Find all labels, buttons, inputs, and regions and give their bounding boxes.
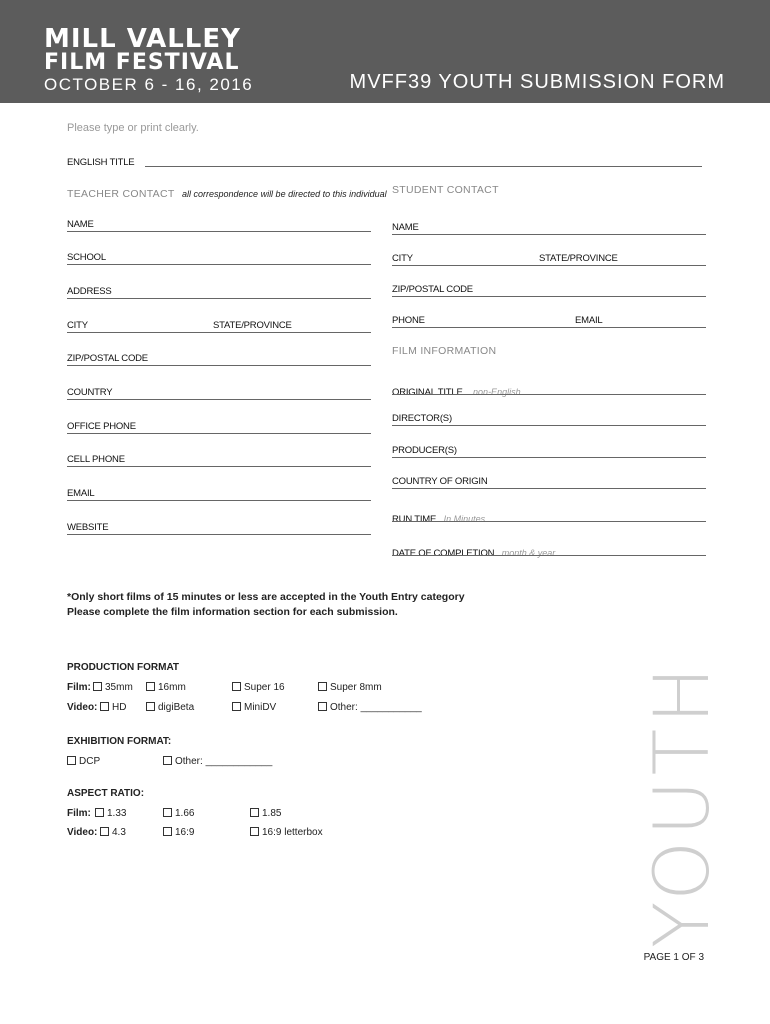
- directors-label: DIRECTOR(S): [392, 413, 452, 424]
- student-contact-heading: STUDENT CONTACT: [392, 184, 499, 196]
- checkbox-icon: [163, 756, 172, 765]
- youth-side-word: YOUTH: [637, 661, 726, 948]
- run-time-hint: In Minutes: [443, 514, 486, 524]
- teacher-country-field[interactable]: [67, 399, 371, 400]
- checkbox-hd[interactable]: HD: [100, 702, 126, 713]
- student-name-label: NAME: [392, 222, 419, 233]
- checkbox-16-9[interactable]: 16:9: [163, 827, 194, 838]
- checkbox-icon: [250, 827, 259, 836]
- checkbox-icon: [100, 827, 109, 836]
- original-title-label: ORIGINAL TITLE: [392, 387, 463, 398]
- checkbox-video-other[interactable]: Other: ___________: [318, 702, 422, 713]
- completion-row: [392, 543, 555, 561]
- aspect-film-label: Film:: [67, 808, 91, 819]
- checkbox-icon: [146, 682, 155, 691]
- teacher-zip-field[interactable]: [67, 365, 371, 366]
- checkbox-icon: [93, 682, 102, 691]
- checkbox-super8mm[interactable]: Super 8mm: [318, 682, 382, 693]
- production-film-label: Film:: [67, 682, 91, 693]
- student-city-label: CITY: [392, 253, 413, 264]
- teacher-email-label: EMAIL: [67, 488, 95, 499]
- festival-dates: OCTOBER 6 - 16, 2016: [44, 75, 254, 94]
- country-origin-field[interactable]: [392, 488, 706, 489]
- form-title: MVFF39 YOUTH SUBMISSION FORM: [349, 71, 725, 93]
- teacher-website-field[interactable]: [67, 534, 371, 535]
- logo-line1: MILL VALLEY: [44, 24, 241, 54]
- producers-field[interactable]: [392, 457, 706, 458]
- teacher-city-label: CITY: [67, 320, 88, 331]
- student-zip-field[interactable]: [392, 296, 706, 297]
- teacher-country-label: COUNTRY: [67, 387, 113, 398]
- checkbox-icon: [232, 702, 241, 711]
- teacher-website-label: WEBSITE: [67, 522, 109, 533]
- aspect-ratio-heading: ASPECT RATIO:: [67, 788, 145, 799]
- student-name-field[interactable]: [392, 234, 706, 235]
- teacher-name-field[interactable]: [67, 231, 371, 232]
- teacher-office-phone-label: OFFICE PHONE: [67, 421, 136, 432]
- aspect-video-label: Video:: [67, 827, 98, 838]
- checkbox-1-85[interactable]: 1.85: [250, 808, 281, 819]
- film-info-heading: FILM INFORMATION: [392, 345, 497, 357]
- header-banner: [0, 0, 770, 103]
- english-title-field[interactable]: [145, 166, 702, 167]
- checkbox-icon: [163, 827, 172, 836]
- completion-hint: month & year: [501, 548, 556, 558]
- student-phone-label: PHONE: [392, 315, 425, 326]
- checkbox-dcp[interactable]: DCP: [67, 756, 100, 767]
- student-city-state-field[interactable]: [392, 265, 706, 266]
- checkbox-super16[interactable]: Super 16: [232, 682, 285, 693]
- completion-field[interactable]: [392, 555, 706, 556]
- completion-label: DATE OF COMPLETION: [392, 548, 495, 559]
- student-phone-email-field[interactable]: [392, 327, 706, 328]
- checkbox-16-9-letterbox[interactable]: 16:9 letterbox: [250, 827, 323, 838]
- teacher-state-label: STATE/PROVINCE: [213, 320, 292, 331]
- instructions-note: Please type or print clearly.: [67, 122, 199, 134]
- checkbox-exhibition-other[interactable]: Other: ____________: [163, 756, 272, 767]
- teacher-zip-label: ZIP/POSTAL CODE: [67, 353, 148, 364]
- checkbox-icon: [67, 756, 76, 765]
- english-title-label: ENGLISH TITLE: [67, 157, 135, 168]
- logo-line2: FILM FESTIVAL: [44, 50, 240, 75]
- original-title-hint: non-English: [473, 387, 521, 397]
- production-format-heading: PRODUCTION FORMAT: [67, 662, 180, 673]
- checkbox-icon: [318, 702, 327, 711]
- production-video-label: Video:: [67, 702, 98, 713]
- producers-label: PRODUCER(S): [392, 445, 457, 456]
- checkbox-1-33[interactable]: 1.33: [95, 808, 126, 819]
- page-number: PAGE 1 OF 3: [643, 952, 704, 963]
- original-title-field[interactable]: [392, 394, 706, 395]
- run-time-row: [392, 509, 485, 527]
- checkbox-icon: [250, 808, 259, 817]
- checkbox-1-66[interactable]: 1.66: [163, 808, 194, 819]
- directors-field[interactable]: [392, 425, 706, 426]
- student-state-label: STATE/PROVINCE: [539, 253, 618, 264]
- teacher-cell-phone-label: CELL PHONE: [67, 454, 125, 465]
- checkbox-icon: [95, 808, 104, 817]
- checkbox-35mm[interactable]: 35mm: [93, 682, 133, 693]
- original-title-row: [392, 382, 521, 400]
- teacher-contact-heading: [67, 184, 387, 202]
- run-time-label: RUN TIME: [392, 514, 437, 525]
- run-time-field[interactable]: [392, 521, 706, 522]
- teacher-address-label: ADDRESS: [67, 286, 112, 297]
- teacher-office-phone-field[interactable]: [67, 433, 371, 434]
- teacher-school-label: SCHOOL: [67, 252, 106, 263]
- student-email-label: EMAIL: [575, 315, 603, 326]
- teacher-address-field[interactable]: [67, 298, 371, 299]
- checkbox-minidv[interactable]: MiniDV: [232, 702, 276, 713]
- teacher-city-state-field[interactable]: [67, 332, 371, 333]
- checkbox-4-3[interactable]: 4.3: [100, 827, 126, 838]
- country-origin-label: COUNTRY OF ORIGIN: [392, 476, 488, 487]
- teacher-school-field[interactable]: [67, 264, 371, 265]
- notice-line1: *Only short films of 15 minutes or less are accepted in the Youth Entry category: [67, 591, 465, 603]
- checkbox-icon: [232, 682, 241, 691]
- exhibition-format-heading: EXHIBITION FORMAT:: [67, 736, 172, 747]
- student-zip-label: ZIP/POSTAL CODE: [392, 284, 473, 295]
- checkbox-icon: [318, 682, 327, 691]
- teacher-name-label: NAME: [67, 219, 94, 230]
- checkbox-digibeta[interactable]: digiBeta: [146, 702, 194, 713]
- checkbox-16mm[interactable]: 16mm: [146, 682, 186, 693]
- teacher-contact-subnote: all correspondence will be directed to this individual: [182, 189, 387, 199]
- checkbox-icon: [146, 702, 155, 711]
- checkbox-icon: [163, 808, 172, 817]
- teacher-email-field[interactable]: [67, 500, 371, 501]
- teacher-cell-phone-field[interactable]: [67, 466, 371, 467]
- notice-line2: Please complete the film information section for each submission.: [67, 606, 398, 618]
- teacher-contact-title: TEACHER CONTACT: [67, 188, 175, 200]
- checkbox-icon: [100, 702, 109, 711]
